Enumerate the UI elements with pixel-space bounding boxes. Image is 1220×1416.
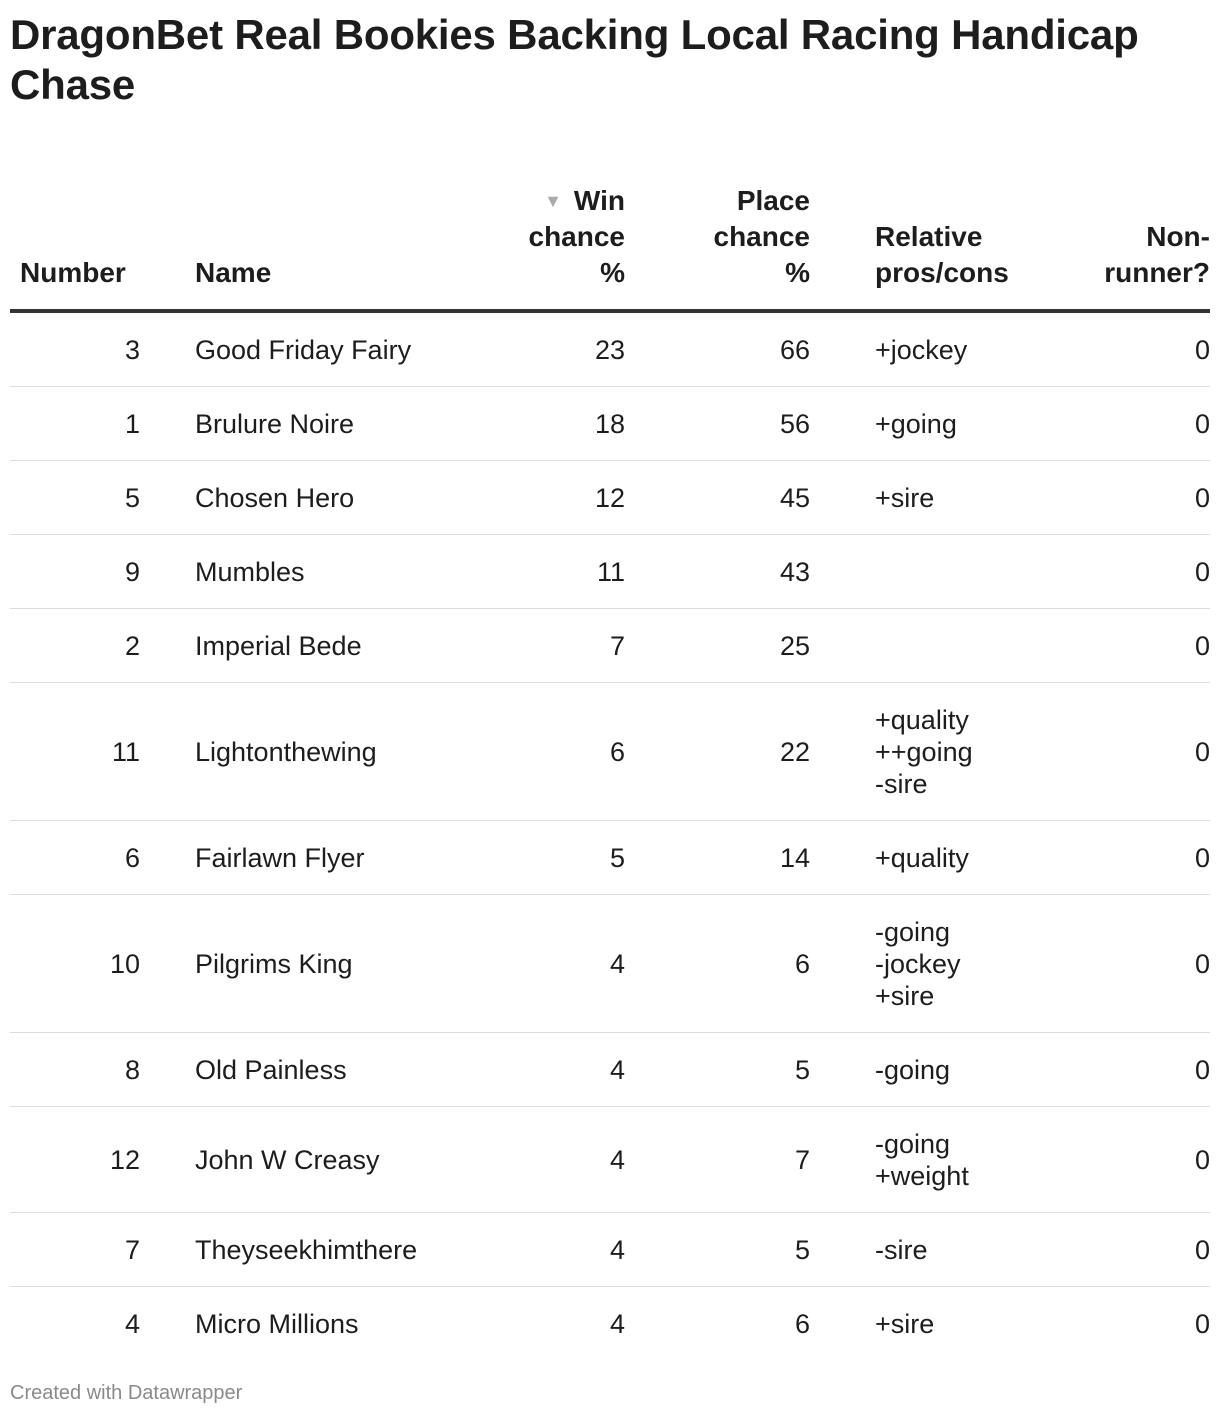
cell-win-chance: 18: [440, 387, 625, 461]
cell-nonrunner: 0: [1080, 1213, 1210, 1287]
cell-relative: [810, 535, 1080, 609]
cell-number: 2: [10, 609, 140, 683]
cell-nonrunner: 0: [1080, 311, 1210, 387]
sort-descending-icon: ▼: [544, 191, 562, 211]
cell-number: 8: [10, 1033, 140, 1107]
cell-number: 12: [10, 1107, 140, 1213]
cell-number: 4: [124, 1308, 140, 1339]
cell-win-chance: 4: [440, 1107, 625, 1213]
cell-number: 5: [10, 461, 140, 535]
cell-name: Old Painless: [140, 1033, 440, 1107]
cell-name: Theyseekhimthere: [140, 1213, 440, 1287]
table-row: [10, 1213, 1210, 1287]
relative-item: -going: [875, 1128, 951, 1159]
cell-number: 1: [10, 387, 140, 461]
cell-place-chance: 6: [794, 1308, 810, 1339]
cell-win-chance: 23: [440, 311, 625, 387]
table-row: [10, 1033, 1210, 1107]
column-header-number[interactable]: [10, 162, 140, 311]
relative-item: -sire: [875, 768, 928, 799]
cell-relative: [810, 461, 1080, 535]
column-header-win-chance[interactable]: [440, 162, 625, 311]
cell-nonrunner: 0: [1080, 1033, 1210, 1107]
cell-name: Pilgrims King: [140, 895, 440, 1033]
cell-win-chance: 5: [440, 821, 625, 895]
column-header-number-label: Number: [20, 257, 126, 288]
cell-nonrunner: 0: [1080, 387, 1210, 461]
column-header-relative[interactable]: [810, 162, 1080, 311]
cell-name: Lightonthewing: [140, 683, 440, 821]
relative-item: ++going: [875, 736, 973, 767]
column-header-relative-line1: Relative: [875, 221, 983, 252]
relative-item: -going: [875, 916, 951, 947]
column-header-place-chance[interactable]: [625, 162, 810, 311]
cell-number: 9: [10, 535, 140, 609]
cell-number: 10: [10, 895, 140, 1033]
cell-number: 11: [10, 683, 140, 821]
cell-nonrunner: 0: [1080, 683, 1210, 821]
column-header-nonrunner[interactable]: [1080, 162, 1210, 311]
column-header-win-line3: %: [600, 257, 625, 288]
relative-item: +quality: [875, 704, 969, 735]
cell-relative: [810, 609, 1080, 683]
cell-place-chance: 45: [625, 461, 810, 535]
column-header-place-line3: %: [785, 257, 810, 288]
cell-name: John W Creasy: [140, 1107, 440, 1213]
cell-nonrunner: 0: [1080, 821, 1210, 895]
footer-credit[interactable]: Created with Datawrapper: [10, 1382, 243, 1404]
column-header-relative-line2: pros/cons: [875, 257, 1009, 288]
cell-win-chance: 12: [440, 461, 625, 535]
column-header-win-line2: chance: [528, 221, 625, 252]
cell-place-chance: 22: [625, 683, 810, 821]
cell-place-chance: 66: [625, 311, 810, 387]
cell-name: Imperial Bede: [140, 609, 440, 683]
cell-place-chance: 5: [625, 1033, 810, 1107]
cell-relative: [810, 683, 1080, 821]
cell-win-chance: 6: [440, 683, 625, 821]
column-header-place-line2: chance: [713, 221, 810, 252]
cell-relative: [810, 1033, 1080, 1107]
table-row: [10, 821, 1210, 895]
table-row: [10, 311, 1210, 387]
table-row: [10, 609, 1210, 683]
column-header-nonrunner-line2: runner?: [1104, 257, 1210, 288]
relative-item: -sire: [875, 1234, 928, 1265]
cell-name: Brulure Noire: [140, 387, 440, 461]
cell-place-chance: 7: [625, 1107, 810, 1213]
cell-relative: [810, 895, 1080, 1033]
relative-item: -jockey: [875, 948, 961, 979]
cell-place-chance: 25: [625, 609, 810, 683]
cell-name: Mumbles: [140, 535, 440, 609]
table-row: [10, 1107, 1210, 1213]
relative-item: +sire: [875, 482, 935, 513]
table-body: [10, 311, 1210, 1360]
cell-name: Fairlawn Flyer: [140, 821, 440, 895]
cell-relative: [810, 1107, 1080, 1213]
table-row: [10, 895, 1210, 1033]
page-title: DragonBet Real Bookies Backing Local Racing Handicap Chase: [10, 11, 1139, 108]
cell-name: Micro Millions: [195, 1308, 359, 1339]
cell-place-chance: 43: [625, 535, 810, 609]
relative-item: +jockey: [875, 334, 968, 365]
cell-win-chance: 4: [440, 895, 625, 1033]
relative-item: +quality: [875, 842, 969, 873]
cell-win-chance: 4: [609, 1308, 625, 1339]
cell-place-chance: 6: [625, 895, 810, 1033]
cell-number: 6: [10, 821, 140, 895]
relative-item: +sire: [875, 1308, 935, 1339]
cell-name: Good Friday Fairy: [140, 311, 440, 387]
table-row: [10, 1287, 1210, 1361]
cell-number: 3: [10, 311, 140, 387]
table-header: [10, 162, 1210, 311]
cell-place-chance: 56: [625, 387, 810, 461]
cell-win-chance: 11: [440, 535, 625, 609]
column-header-name-label: Name: [195, 257, 272, 288]
column-header-place-line1: Place: [736, 185, 810, 216]
table-row: [10, 461, 1210, 535]
cell-win-chance: 7: [440, 609, 625, 683]
cell-nonrunner: 0: [1080, 609, 1210, 683]
cell-relative: [810, 821, 1080, 895]
cell-nonrunner: 0: [1080, 1107, 1210, 1213]
cell-name: Chosen Hero: [140, 461, 440, 535]
cell-relative: [810, 311, 1080, 387]
cell-place-chance: 14: [625, 821, 810, 895]
table-row: [10, 683, 1210, 821]
cell-nonrunner: 0: [1080, 535, 1210, 609]
table-row: [10, 535, 1210, 609]
cell-place-chance: 5: [625, 1213, 810, 1287]
cell-relative: [810, 1287, 1080, 1361]
cell-relative: [810, 1213, 1080, 1287]
table-row: [10, 387, 1210, 461]
column-header-win-line1: Win: [573, 185, 625, 216]
cell-win-chance: 4: [440, 1033, 625, 1107]
relative-item: +weight: [875, 1160, 969, 1191]
cell-nonrunner: 0: [1194, 1308, 1210, 1339]
column-header-nonrunner-line1: Non-: [1146, 221, 1210, 252]
cell-nonrunner: 0: [1080, 461, 1210, 535]
relative-item: +sire: [875, 980, 935, 1011]
column-header-name[interactable]: [140, 162, 440, 311]
cell-win-chance: 4: [440, 1213, 625, 1287]
cell-number: 7: [10, 1213, 140, 1287]
relative-item: +going: [875, 408, 957, 439]
relative-item: -going: [875, 1054, 951, 1085]
runners-table: [10, 162, 1210, 1360]
cell-relative: [810, 387, 1080, 461]
cell-nonrunner: 0: [1080, 895, 1210, 1033]
